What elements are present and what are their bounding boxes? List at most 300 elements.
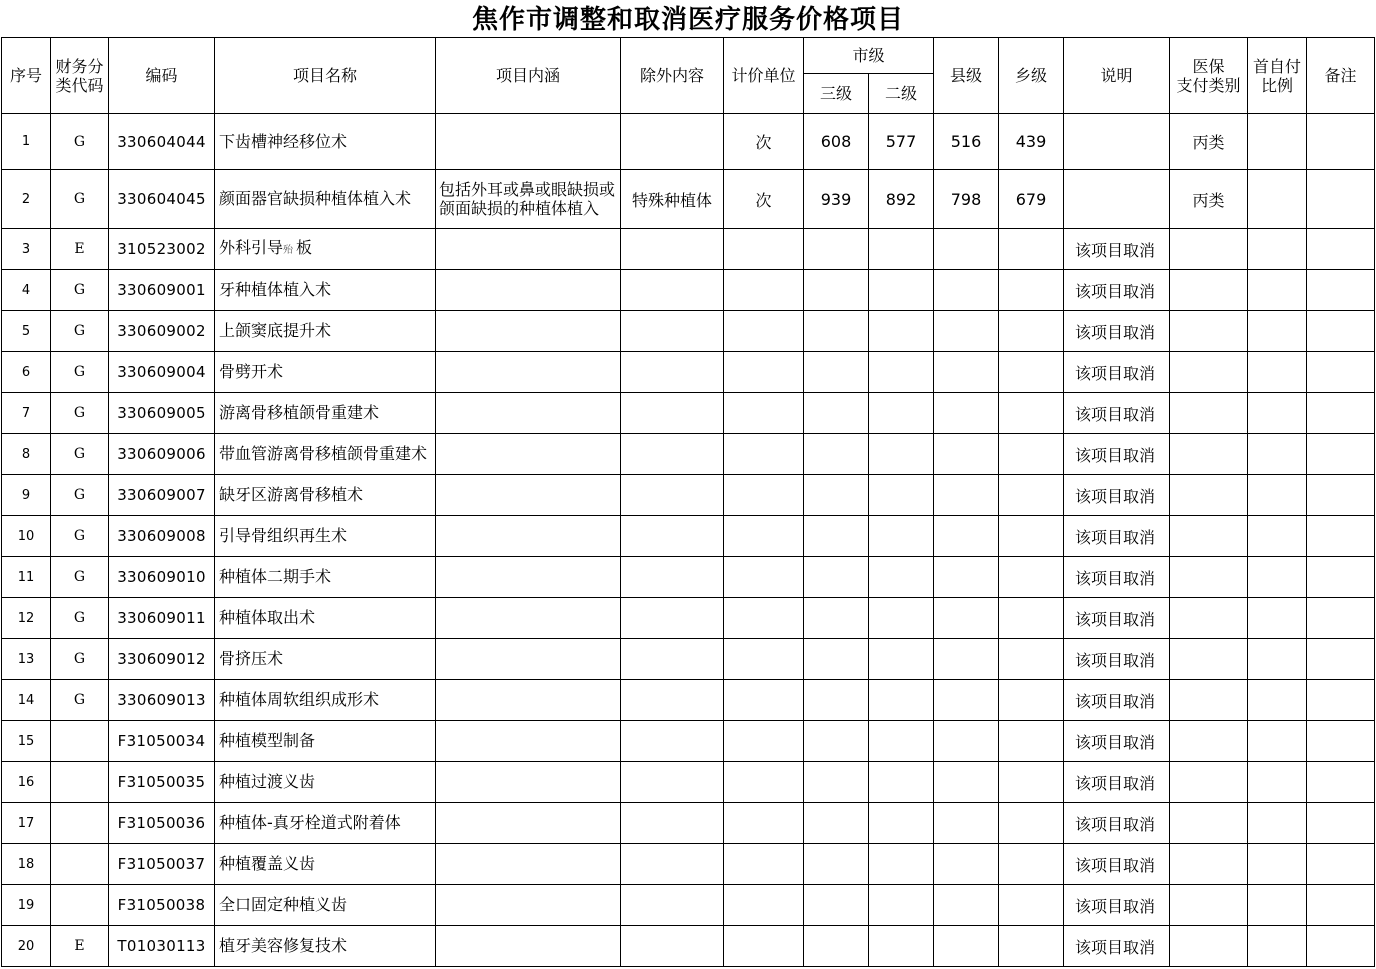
- row-county-price: [934, 434, 999, 475]
- row-name: 骨挤压术: [215, 639, 436, 680]
- row-insurance: [1170, 926, 1248, 967]
- row-insurance: [1170, 352, 1248, 393]
- row-seq: 20: [2, 926, 51, 967]
- table-row: [2, 475, 1375, 516]
- row-self-pay: [1248, 170, 1307, 229]
- row-explain: 该项目取消: [1064, 475, 1170, 516]
- row-insurance: [1170, 311, 1248, 352]
- row-fin-code: G: [51, 598, 109, 639]
- row-county-price: [934, 557, 999, 598]
- row-remark: [1307, 352, 1375, 393]
- row-town-price: [999, 680, 1064, 721]
- row-content: [436, 393, 621, 434]
- header-town: 乡级: [999, 38, 1064, 114]
- table-row: [2, 885, 1375, 926]
- row-excluded: [621, 639, 724, 680]
- row-explain: 该项目取消: [1064, 844, 1170, 885]
- row-explain: 该项目取消: [1064, 229, 1170, 270]
- table-row: [2, 639, 1375, 680]
- row-code: 330604044: [109, 114, 215, 170]
- row-excluded: [621, 557, 724, 598]
- row-town-price: [999, 516, 1064, 557]
- row-name: 种植模型制备: [215, 721, 436, 762]
- row-city-level2-price: [869, 803, 934, 844]
- row-explain: 该项目取消: [1064, 721, 1170, 762]
- header-city: 市级: [804, 38, 934, 74]
- row-county-price: [934, 844, 999, 885]
- row-unit: [724, 475, 804, 516]
- table-row: [2, 721, 1375, 762]
- row-city-level3-price: [804, 926, 869, 967]
- row-content: [436, 516, 621, 557]
- row-self-pay: [1248, 311, 1307, 352]
- row-fin-code: G: [51, 516, 109, 557]
- row-city-level3-price: [804, 762, 869, 803]
- row-fin-code: [51, 844, 109, 885]
- row-insurance: [1170, 270, 1248, 311]
- row-city-level3-price: [804, 844, 869, 885]
- row-fin-code: E: [51, 229, 109, 270]
- row-seq: 7: [2, 393, 51, 434]
- row-name: 带血管游离骨移植颌骨重建术: [215, 434, 436, 475]
- row-unit: 次: [724, 114, 804, 170]
- row-explain: 该项目取消: [1064, 639, 1170, 680]
- row-insurance: [1170, 803, 1248, 844]
- row-unit: [724, 639, 804, 680]
- row-excluded: [621, 434, 724, 475]
- header-city-level3: 三级: [804, 74, 869, 114]
- row-seq: 6: [2, 352, 51, 393]
- row-content: [436, 639, 621, 680]
- table-row: [2, 844, 1375, 885]
- row-self-pay: [1248, 114, 1307, 170]
- row-county-price: [934, 680, 999, 721]
- row-unit: [724, 762, 804, 803]
- row-explain: 该项目取消: [1064, 803, 1170, 844]
- row-content: [436, 352, 621, 393]
- row-seq: 4: [2, 270, 51, 311]
- row-name: 下齿槽神经移位术: [215, 114, 436, 170]
- row-content: [436, 885, 621, 926]
- row-insurance: [1170, 844, 1248, 885]
- header-explain: 说明: [1064, 38, 1170, 114]
- row-insurance: [1170, 229, 1248, 270]
- row-insurance: [1170, 885, 1248, 926]
- row-explain: 该项目取消: [1064, 680, 1170, 721]
- page-title: 焦作市调整和取消医疗服务价格项目: [471, 5, 904, 35]
- row-city-level3-price: [804, 311, 869, 352]
- row-excluded: [621, 229, 724, 270]
- row-excluded: [621, 393, 724, 434]
- row-name: 种植体二期手术: [215, 557, 436, 598]
- row-self-pay: [1248, 229, 1307, 270]
- table-row: [2, 170, 1375, 229]
- row-excluded: [621, 114, 724, 170]
- row-seq: 18: [2, 844, 51, 885]
- row-town-price: [999, 311, 1064, 352]
- row-county-price: [934, 516, 999, 557]
- row-code: 330609006: [109, 434, 215, 475]
- row-code: F31050037: [109, 844, 215, 885]
- row-code: 330609004: [109, 352, 215, 393]
- row-county-price: [934, 393, 999, 434]
- row-excluded: [621, 885, 724, 926]
- row-excluded: [621, 270, 724, 311]
- row-city-level2-price: [869, 352, 934, 393]
- row-content: [436, 680, 621, 721]
- row-fin-code: G: [51, 557, 109, 598]
- row-code: 310523002: [109, 229, 215, 270]
- row-explain: 该项目取消: [1064, 885, 1170, 926]
- row-content: [436, 844, 621, 885]
- row-unit: 次: [724, 170, 804, 229]
- row-city-level3-price: 939: [804, 170, 869, 229]
- row-fin-code: [51, 803, 109, 844]
- header-content: 项目内涵: [436, 38, 621, 114]
- table-row: [2, 311, 1375, 352]
- row-insurance: [1170, 639, 1248, 680]
- row-unit: [724, 598, 804, 639]
- row-unit: [724, 270, 804, 311]
- row-town-price: [999, 434, 1064, 475]
- row-seq: 15: [2, 721, 51, 762]
- row-name: 引导骨组织再生术: [215, 516, 436, 557]
- row-content: [436, 270, 621, 311]
- row-name: 游离骨移植颌骨重建术: [215, 393, 436, 434]
- row-remark: [1307, 639, 1375, 680]
- row-town-price: 439: [999, 114, 1064, 170]
- row-seq: 12: [2, 598, 51, 639]
- row-seq: 9: [2, 475, 51, 516]
- row-seq: 17: [2, 803, 51, 844]
- header-insurance-line1: 医保: [1192, 56, 1225, 76]
- row-name: 种植过渡义齿: [215, 762, 436, 803]
- table-row: [2, 557, 1375, 598]
- row-town-price: [999, 598, 1064, 639]
- row-seq: 19: [2, 885, 51, 926]
- row-fin-code: [51, 721, 109, 762]
- row-excluded: [621, 680, 724, 721]
- row-fin-code: G: [51, 434, 109, 475]
- row-town-price: 679: [999, 170, 1064, 229]
- row-seq: 1: [2, 114, 51, 170]
- table-row: [2, 762, 1375, 803]
- row-remark: [1307, 803, 1375, 844]
- row-insurance: [1170, 516, 1248, 557]
- row-code: 330609012: [109, 639, 215, 680]
- row-remark: [1307, 270, 1375, 311]
- table-body: [2, 114, 1375, 967]
- row-county-price: [934, 229, 999, 270]
- table-row: [2, 270, 1375, 311]
- table-row: [2, 114, 1375, 170]
- row-fin-code: [51, 762, 109, 803]
- row-seq: 3: [2, 229, 51, 270]
- row-name: 种植体-真牙栓道式附着体: [215, 803, 436, 844]
- row-excluded: [621, 475, 724, 516]
- row-self-pay: [1248, 762, 1307, 803]
- row-town-price: [999, 885, 1064, 926]
- row-city-level3-price: [804, 639, 869, 680]
- row-city-level2-price: [869, 639, 934, 680]
- row-code: F31050035: [109, 762, 215, 803]
- row-county-price: [934, 721, 999, 762]
- row-city-level2-price: [869, 762, 934, 803]
- row-excluded: [621, 926, 724, 967]
- row-code: 330609005: [109, 393, 215, 434]
- header-excluded: 除外内容: [621, 38, 724, 114]
- row-town-price: [999, 803, 1064, 844]
- row-remark: [1307, 721, 1375, 762]
- row-content: [436, 434, 621, 475]
- row-explain: 该项目取消: [1064, 311, 1170, 352]
- row-content: [436, 803, 621, 844]
- row-county-price: [934, 803, 999, 844]
- row-unit: [724, 434, 804, 475]
- row-seq: 13: [2, 639, 51, 680]
- row-excluded: [621, 721, 724, 762]
- row-self-pay: [1248, 475, 1307, 516]
- row-code: 330609002: [109, 311, 215, 352]
- row-insurance: [1170, 393, 1248, 434]
- row-city-level2-price: [869, 557, 934, 598]
- row-code: 330609013: [109, 680, 215, 721]
- table-row: [2, 516, 1375, 557]
- row-insurance: 丙类: [1170, 170, 1248, 229]
- row-excluded: [621, 311, 724, 352]
- row-excluded: [621, 803, 724, 844]
- table-row: [2, 434, 1375, 475]
- row-city-level2-price: 892: [869, 170, 934, 229]
- row-self-pay: [1248, 598, 1307, 639]
- row-name: [215, 229, 436, 270]
- row-insurance: [1170, 762, 1248, 803]
- row-content: [436, 114, 621, 170]
- row-remark: [1307, 170, 1375, 229]
- row-self-pay: [1248, 516, 1307, 557]
- row-city-level3-price: [804, 803, 869, 844]
- row-self-pay: [1248, 680, 1307, 721]
- table-row: [2, 393, 1375, 434]
- row-content: [436, 598, 621, 639]
- row-town-price: [999, 926, 1064, 967]
- row-insurance: [1170, 598, 1248, 639]
- row-town-price: [999, 639, 1064, 680]
- row-city-level2-price: [869, 270, 934, 311]
- header-seq: 序号: [2, 38, 51, 114]
- row-remark: [1307, 844, 1375, 885]
- row-town-price: [999, 762, 1064, 803]
- row-insurance: [1170, 721, 1248, 762]
- row-self-pay: [1248, 926, 1307, 967]
- row-name: 骨劈开术: [215, 352, 436, 393]
- row-unit: [724, 311, 804, 352]
- row-excluded: [621, 516, 724, 557]
- row-excluded: [621, 762, 724, 803]
- row-name: 颜面器官缺损种植体植入术: [215, 170, 436, 229]
- row-city-level2-price: 577: [869, 114, 934, 170]
- row-city-level2-price: [869, 434, 934, 475]
- row-town-price: [999, 352, 1064, 393]
- row-town-price: [999, 557, 1064, 598]
- row-town-price: [999, 270, 1064, 311]
- row-county-price: [934, 885, 999, 926]
- table-row: [2, 680, 1375, 721]
- header-insurance-line2: 支付类别: [1176, 75, 1241, 95]
- header-fin-code: 财务分类代码: [51, 38, 109, 114]
- row-excluded: [621, 844, 724, 885]
- row-seq: 5: [2, 311, 51, 352]
- row-city-level3-price: [804, 270, 869, 311]
- row-self-pay: [1248, 270, 1307, 311]
- row-remark: [1307, 885, 1375, 926]
- row-remark: [1307, 557, 1375, 598]
- row-city-level3-price: [804, 721, 869, 762]
- row-seq: 11: [2, 557, 51, 598]
- row-city-level3-price: [804, 352, 869, 393]
- row-remark: [1307, 762, 1375, 803]
- row-name-tail: 板: [296, 237, 313, 257]
- row-remark: [1307, 926, 1375, 967]
- row-code: 330604045: [109, 170, 215, 229]
- row-unit: [724, 803, 804, 844]
- row-remark: [1307, 434, 1375, 475]
- row-city-level3-price: [804, 229, 869, 270]
- table-row: [2, 598, 1375, 639]
- row-fin-code: G: [51, 475, 109, 516]
- row-seq: 14: [2, 680, 51, 721]
- row-county-price: [934, 270, 999, 311]
- row-city-level3-price: [804, 598, 869, 639]
- row-city-level2-price: [869, 311, 934, 352]
- row-insurance: [1170, 557, 1248, 598]
- row-self-pay: [1248, 393, 1307, 434]
- row-fin-code: [51, 885, 109, 926]
- row-insurance: 丙类: [1170, 114, 1248, 170]
- row-county-price: [934, 598, 999, 639]
- row-county-price: 516: [934, 114, 999, 170]
- row-name: 植牙美容修复技术: [215, 926, 436, 967]
- row-city-level3-price: [804, 557, 869, 598]
- row-excluded: 特殊种植体: [621, 170, 724, 229]
- row-content: 包括外耳或鼻或眼缺损或颌面缺损的种植体植入: [436, 170, 621, 229]
- row-insurance: [1170, 680, 1248, 721]
- row-city-level2-price: [869, 680, 934, 721]
- table-row: [2, 803, 1375, 844]
- row-explain: 该项目取消: [1064, 557, 1170, 598]
- row-self-pay: [1248, 844, 1307, 885]
- row-content: [436, 762, 621, 803]
- table-row: [2, 352, 1375, 393]
- row-excluded: [621, 352, 724, 393]
- row-town-price: [999, 844, 1064, 885]
- header-self-pay: [1248, 38, 1307, 114]
- row-fin-code: G: [51, 170, 109, 229]
- row-city-level3-price: [804, 393, 869, 434]
- row-fin-code: G: [51, 114, 109, 170]
- row-excluded: [621, 598, 724, 639]
- row-explain: 该项目取消: [1064, 598, 1170, 639]
- row-code: F31050038: [109, 885, 215, 926]
- row-content: [436, 721, 621, 762]
- row-self-pay: [1248, 434, 1307, 475]
- row-unit: [724, 680, 804, 721]
- table-row: [2, 926, 1375, 967]
- header-self-pay-line1: 首自付: [1253, 56, 1302, 76]
- header-county: 县级: [934, 38, 999, 114]
- row-content: [436, 475, 621, 516]
- row-city-level3-price: [804, 516, 869, 557]
- row-seq: 16: [2, 762, 51, 803]
- header-remark: 备注: [1307, 38, 1375, 114]
- row-insurance: [1170, 434, 1248, 475]
- row-name-small-glyph: 殆: [283, 244, 294, 256]
- row-unit: [724, 885, 804, 926]
- row-unit: [724, 393, 804, 434]
- row-remark: [1307, 598, 1375, 639]
- row-town-price: [999, 229, 1064, 270]
- row-name: 全口固定种植义齿: [215, 885, 436, 926]
- row-self-pay: [1248, 352, 1307, 393]
- row-city-level2-price: [869, 721, 934, 762]
- table-row: [2, 229, 1375, 270]
- row-unit: [724, 557, 804, 598]
- header-code: 编码: [109, 38, 215, 114]
- row-city-level2-price: [869, 516, 934, 557]
- row-city-level3-price: 608: [804, 114, 869, 170]
- row-remark: [1307, 393, 1375, 434]
- row-content: [436, 557, 621, 598]
- row-name: 牙种植体植入术: [215, 270, 436, 311]
- row-city-level2-price: [869, 926, 934, 967]
- header-self-pay-line2: 比例: [1261, 75, 1294, 95]
- row-content: [436, 229, 621, 270]
- header-city-level2: 二级: [869, 74, 934, 114]
- row-seq: 10: [2, 516, 51, 557]
- row-fin-code: G: [51, 311, 109, 352]
- row-city-level2-price: [869, 598, 934, 639]
- row-unit: [724, 352, 804, 393]
- row-name-part: 外科引导: [219, 237, 284, 257]
- row-fin-code: G: [51, 352, 109, 393]
- row-county-price: [934, 926, 999, 967]
- row-unit: [724, 229, 804, 270]
- row-explain: 该项目取消: [1064, 762, 1170, 803]
- row-remark: [1307, 114, 1375, 170]
- row-county-price: [934, 475, 999, 516]
- row-fin-code: E: [51, 926, 109, 967]
- row-city-level2-price: [869, 475, 934, 516]
- row-unit: [724, 844, 804, 885]
- row-explain: 该项目取消: [1064, 434, 1170, 475]
- row-fin-code: G: [51, 680, 109, 721]
- row-city-level2-price: [869, 229, 934, 270]
- row-code: T01030113: [109, 926, 215, 967]
- row-unit: [724, 926, 804, 967]
- row-city-level3-price: [804, 475, 869, 516]
- price-table: [1, 37, 1375, 967]
- row-remark: [1307, 311, 1375, 352]
- row-explain: [1064, 170, 1170, 229]
- row-county-price: [934, 762, 999, 803]
- row-explain: [1064, 114, 1170, 170]
- row-code: 330609007: [109, 475, 215, 516]
- row-city-level3-price: [804, 680, 869, 721]
- row-county-price: [934, 352, 999, 393]
- row-city-level2-price: [869, 885, 934, 926]
- row-name: 种植覆盖义齿: [215, 844, 436, 885]
- header-insurance: [1170, 38, 1248, 114]
